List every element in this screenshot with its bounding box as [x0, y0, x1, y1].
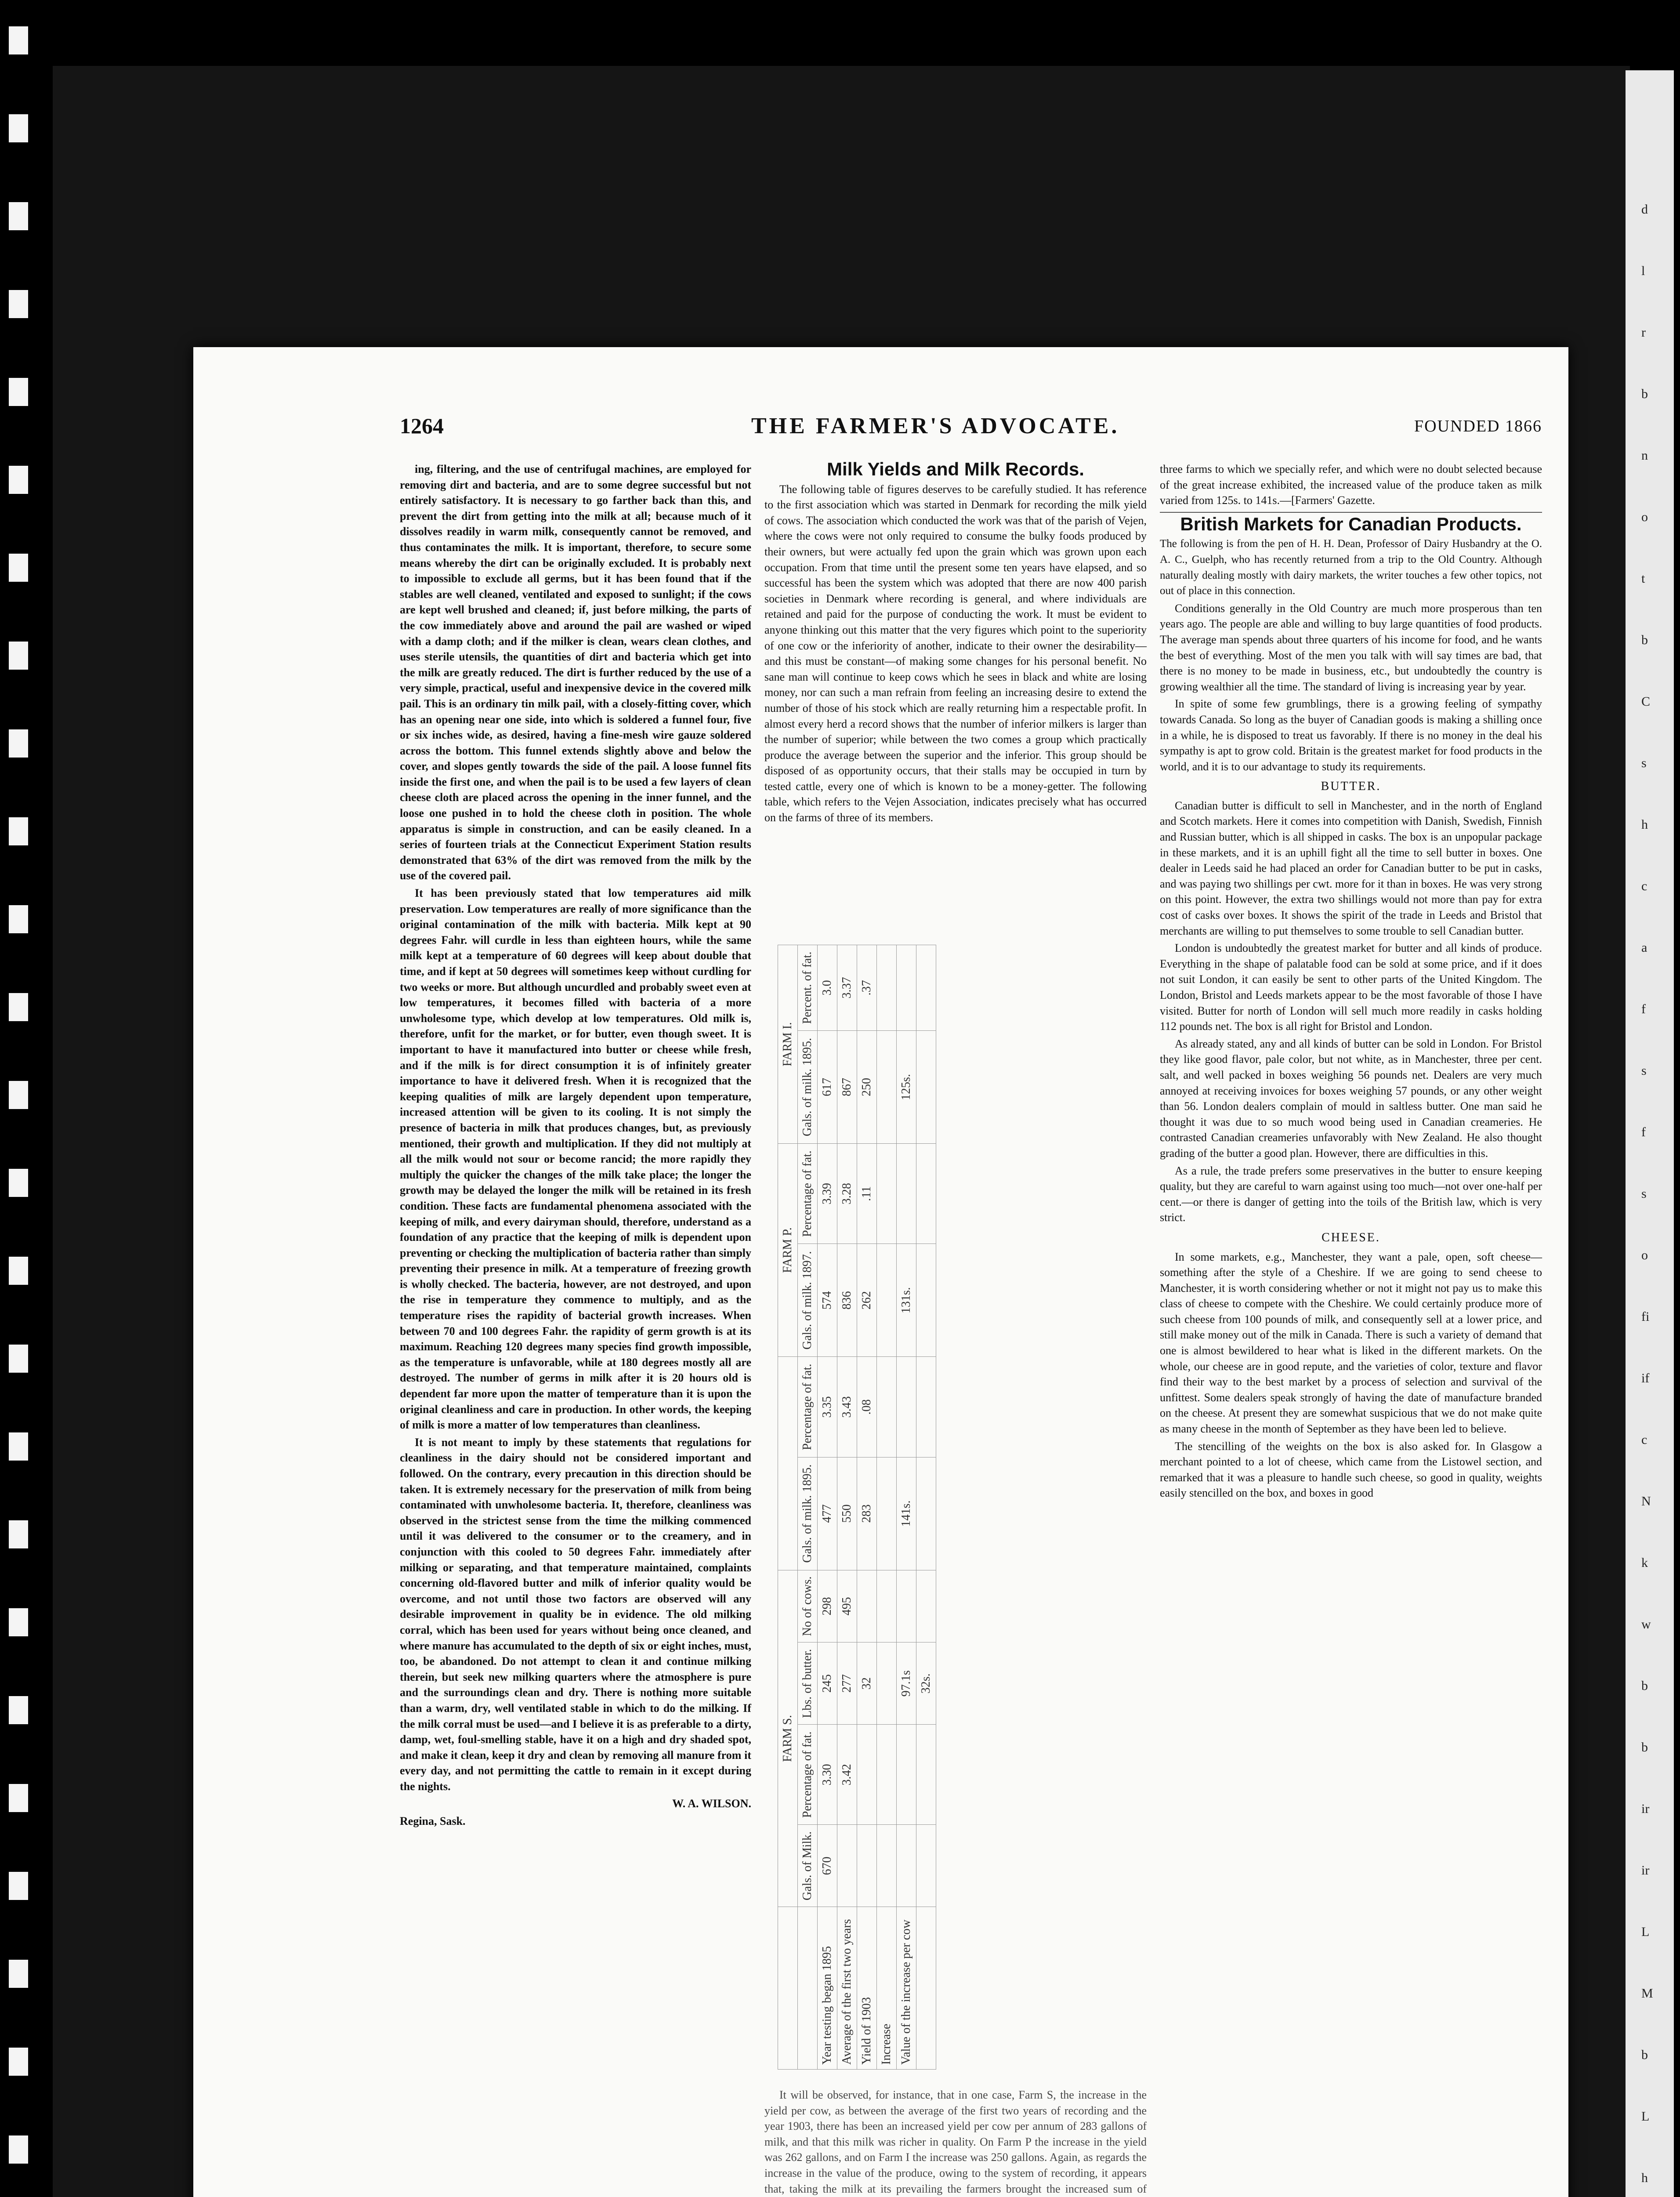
- newspaper-page: [193, 347, 1568, 2197]
- table-column-header-row: [798, 945, 818, 2070]
- edge-letter: d: [1641, 202, 1648, 217]
- table-cell: [837, 1825, 857, 1907]
- farm-header: [778, 1357, 798, 1570]
- table-cell: [877, 1570, 897, 1642]
- table-farm-header-row: [778, 945, 798, 2070]
- column-1: [400, 461, 751, 1831]
- table-cell: [897, 945, 916, 1031]
- table-cell: 3.0: [818, 945, 837, 1031]
- table-cell: 3.39: [818, 1144, 837, 1244]
- edge-letter: M: [1641, 1986, 1653, 2001]
- column-2: [764, 461, 1147, 827]
- paragraph: It is not meant to imply by these statements that regulations for cleanliness in the dairy should not be considered important and followed. On the contrary, every precaution in this direction should be taken. It is extremely necessary for the preservation of milk from being contaminated with unwholesome bacteria. It, therefore, cleanliness was observed in the strictest sense from the time the milking commenced until it was delivered to the consumer or to the creamery, and in conjunction with this cooled to 50 degrees Fahr. immediately after milking or separating, and that temperature maintained, complaints concerning old-flavored butter and milk of inferior quality would be overcome, and not until those two factors are observed will any desirable improvement in quality be in evidence. The old milking corral, which has been used for years without being once cleaned, and where manure has accumulated to the depth of six or eight inches, must, too, be abandoned. Do not attempt to clean it and continue milking therein, but seek new milking quarters where the atmosphere is pure and the surroundings clean and dry. There is nothing more suitable than a warm, dry, well ventilated stable in which to do the milking. If the milk corral must be used—and I believe it is as preferable to a dirty, damp, wet, foul-smelling stable, have it on a high and dry shaded spot, and make it clean, keep it dry and clean by removing all manure from it every day, and not permitting the cattle to remain in it except during the nights.: [400, 1436, 751, 1793]
- adjacent-page-edge: [1626, 70, 1674, 2197]
- paragraph: The stencilling of the weights on the box is also asked for. In Glasgow a merchant pointed to a lot of cheese, which came from the Listowel section, and remarked that it was a pleasure to handle such cheese, so good in quality, weights easily stencilled on the box, and boxes in good: [1160, 1439, 1542, 1500]
- table-cell: 141s.: [897, 1457, 916, 1570]
- table-cell: .11: [857, 1144, 877, 1244]
- edge-letter: w: [1641, 1617, 1651, 1631]
- table-cell: [916, 1825, 936, 1907]
- table-cell: 298: [818, 1570, 837, 1642]
- paragraph: As already stated, any and all kinds of butter can be sold in London. For Bristol they like good flavor, pale color, but not white, as in Manchester, three per cent. salt, and well packed in boxes weighing 56 pounds net. Dealers are very much annoyed at receiving invoices for boxes weighing 57 pounds, or any other weight than 56. London dealers complain of mould in saltless butter. One man said he thought it was due to so much wood being used in Canadian creameries. He contrasted Canadian creameries unfavorably with New Zealand. He also thought grading of the butter a good plan. However, there are difficulties in this.: [1160, 1037, 1542, 1160]
- edge-letter: f: [1641, 1002, 1646, 1016]
- paragraph: As a rule, the trade prefers some preservatives in the butter to ensure keeping quality, but they are careful to warn against using too much—not over one-half per cent.—or there is danger of getting into the toils of the British law, which is very strict.: [1160, 1164, 1542, 1224]
- edge-letter: b: [1641, 1679, 1648, 1693]
- table-header-cell: Percentage of fat.: [798, 1144, 818, 1244]
- table-header-cell: [778, 1907, 798, 2070]
- edge-letter: h: [1641, 817, 1648, 832]
- column-2-continued: [764, 2087, 1147, 2197]
- table-cell: .37: [857, 945, 877, 1031]
- row-label: Year testing began 1895: [818, 1907, 837, 2070]
- table-cell: 125s.: [897, 1031, 916, 1144]
- edge-letter: o: [1641, 1248, 1648, 1262]
- edge-letter: b: [1641, 2048, 1648, 2062]
- table-cell: 836: [837, 1244, 857, 1357]
- table-cell: 3.28: [837, 1144, 857, 1244]
- table-cell: 3.43: [837, 1357, 857, 1457]
- paragraph: three farms to which we specially refer, and which were no doubt selected because of the great increase exhibited, the increased value of the produce taken as milk varied from 125s. to 141s.—[Farmers' Gazette.: [1160, 463, 1542, 507]
- table-cell: 477: [818, 1457, 837, 1570]
- paragraph: It will be observed, for instance, that in one case, Farm S, the increase in the yield per cow, as between the average of the first two years of recording and the year 1903, there has been an increased yield per cow per annum of 283 gallons of milk, and that this milk was richer in quality. On Farm P the increase in the yield was 262 gallons, and on Farm I the increase was 250 gallons. Again, as regards the increase in the value of the produce, owing to the system of recording, it appears that, taking the milk at its prevailing the farmers brought the increased sum of: [764, 2088, 1147, 2195]
- table-cell: 277: [837, 1642, 857, 1725]
- table-cell: 3.35: [818, 1357, 837, 1457]
- table-cell: [857, 1570, 877, 1642]
- rotated-table-region: [764, 932, 1147, 2083]
- edge-letter: L: [1641, 1925, 1650, 1939]
- author-signoff: W. A. WILSON.: [672, 1797, 751, 1810]
- article-title: British Markets for Canadian Products.: [1180, 513, 1522, 534]
- table-header-cell: Gals. of milk. 1895.: [798, 1457, 818, 1570]
- edge-letter: fi: [1641, 1309, 1650, 1324]
- table-cell: [877, 1725, 897, 1825]
- table-cell: [897, 1144, 916, 1244]
- edge-letter: c: [1641, 879, 1647, 893]
- edge-letter: s: [1641, 1186, 1647, 1201]
- farm-header: FARM P.: [778, 1144, 798, 1357]
- divider: [1160, 512, 1542, 513]
- edge-letter: ir: [1641, 1863, 1650, 1878]
- edge-letter: s: [1641, 1063, 1647, 1078]
- table-header-cell: Percentage of fat.: [798, 1725, 818, 1825]
- edge-letter: ir: [1641, 1802, 1650, 1816]
- edge-letter: n: [1641, 448, 1648, 463]
- farm-header: FARM I.: [778, 945, 798, 1144]
- sprocket-holes-left: [9, 0, 35, 2197]
- edge-letter: c: [1641, 1432, 1647, 1447]
- paragraph: In some markets, e.g., Manchester, they want a pale, open, soft cheese—something after the style of a Cheshire. If we are going to send cheese to Manchester, it is worth considering whether or not it might not pay us to make this class of cheese to compete with the Cheshire. We could certainly produce more of such cheese from 100 pounds of milk, and consequently sell at a lower price, and still make money out of the milk in Canada. There is such a variety of demand that one is almost bewildered to hear what is liked in the different markets. On the whole, our cheese are in good repute, and the varieties of color, texture and flavor find their way to the best market by a process of selection and survival of the unfittest. Some dealers speak strongly of having the date of manufacture branded on the cheese. At present they are somewhat suspicious that we do not make quite as many cheese in the month of September as they have been led to believe.: [1160, 1250, 1542, 1436]
- edge-letter: N: [1641, 1494, 1651, 1508]
- table-cell: [916, 1244, 936, 1357]
- row-label: Yield of 1903: [857, 1907, 877, 2070]
- edge-letter: k: [1641, 1555, 1648, 1570]
- table-header-cell: No of cows.: [798, 1570, 818, 1642]
- table-row: [818, 945, 837, 2070]
- table-header-cell: Gals. of milk. 1895.: [798, 1031, 818, 1144]
- section-heading-cheese: CHEESE.: [1322, 1230, 1380, 1244]
- table-cell: 3.42: [837, 1725, 857, 1825]
- table-row: [877, 945, 897, 2070]
- paragraph: Canadian butter is difficult to sell in Manchester, and in the north of England and Scotch markets. Here it comes into competition with Danish, Swedish, Finnish and Russian butter, which is all shipped in casks. The box is an unpopular package in these markets, and it is an uphill fight all the time to sell butter in boxes. One dealer in Leeds said he had placed an order for Canadian butter to be put in casks, and was paying two shillings per cwt. more for it than in boxes. He was very strong on this point. However, the extra two shillings would not more than pay for extra cost of casks over boxes. It shows the spirit of the trade in Leeds and Bristol that merchants are willing to put themselves to some trouble to sell Canadian butter.: [1160, 799, 1542, 937]
- table-cell: [897, 1725, 916, 1825]
- table-cell: 574: [818, 1244, 837, 1357]
- table-cell: 670: [818, 1825, 837, 1907]
- paragraph: It has been previously stated that low temperatures aid milk preservation. Low temperatures are really of more significance than the original contamination of the milk with bacteria. Milk kept at 90 degrees Fahr. will curdle in less than eighteen hours, while the same milk kept at a temperature of 60 degrees will keep about double that time, and if kept at 50 degrees will sometimes keep without curdling for two weeks or more. But although uncurdled and probably sweet even at low temperatures, it becomes filled with bacteria of a more unwholesome type, which develop at low temperatures. Old milk is, therefore, unfit for the market, or for butter, even though sweet. It is important to have it manufactured into butter or cheese while fresh, and if the milk is for direct consumption it is of infinitely greater importance to have it delivered fresh. When it is recognized that the keeping qualities of milk are largely dependent upon temperature, increased attention will be given to its cooling. It is not simply the presence of bacteria in milk that produces changes, but, as previously mentioned, their growth and multiplication. If they did not multiply at all the milk would not sour or become rancid; the more rapidly they multiply the quicker the changes of the milk take place; the longer the growth may be delayed the longer the milk will be retained in its fresh condition. These facts are fundamental phenomena associated with the keeping of milk, and every dairyman should, therefore, understand as a foundation of any practice that the keeping of milk is dependent upon preventing or checking the multiplication of bacteria rather than simply preventing their presence in milk. At a temperature of freezing growth is wholly checked. The bacteria, however, are not destroyed, and upon the rise in temperature they commence to multiply, and as the temperature rises the rapidity of bacterial growth increases. When between 70 and 100 degrees Fahr. the rapidity of germ growth is at its maximum. Reaching 120 degrees many species find growth impossible, as the temperature is unfavorable, while at 180 degrees mostly all are destroyed. The number of germs in milk after it is 20 hours old is dependent far more upon the matter of temperature than it is upon the original cleanliness and care in production. In other words, the keeping of milk is more a matter of low temperatures than cleanliness.: [400, 887, 751, 1432]
- table-cell: 617: [818, 1031, 837, 1144]
- table-cell: 250: [857, 1031, 877, 1144]
- table-cell: [916, 1570, 936, 1642]
- table-cell: [916, 1725, 936, 1825]
- edge-letter: b: [1641, 633, 1648, 647]
- paragraph: ing, filtering, and the use of centrifugal machines, are employed for removing dirt and bacteria, and are to some degree successful but not entirely satisfactory. It is necessary to go farther back than this, and prevent the dirt from getting into the milk at all; because much of it dissolves readily in warm milk, consequently cannot be removed, and thus contaminates the milk. It is important, therefore, to secure some means whereby the dirt can be originally excluded. It is probably next to impossible to exclude all germs, but it has been found that if the stables are well cleaned, ventilated and exposed to sunlight; if the cows are kept well brushed and cleaned; if, just before milking, the parts of the cow immediately above and around the pail are washed or wiped with a damp cloth; and if the milker is clean, wears clean clothes, and uses sterile utensils, the quantities of dirt and bacteria which get into the milk are greatly reduced. The dirt is further reduced by the use of a very simple, practical, useful and inexpensive device in the covered milk pail. This is an ordinary tin milk pail, with a closely-fitting cover, which has an opening near one side, into which is soldered a funnel four, five or six inches wide, as desired, having a fine-mesh wire gauze soldered across the bottom. This funnel extends slightly above and below the cover, and slopes gently towards the side of the pail. A loose funnel fits inside the first one, and when the pail is to be used a few layers of clean cheese cloth are placed across the opening in the inner funnel, and the loose one pushed in to hold the cheese cloth in position. The whole apparatus is simple in construction, and can be easily cleaned. In a series of fourteen trials at the Connecticut Experiment Station results demonstrated that 63% of the dirt was removed from the milk by the use of the covered pail.: [400, 463, 751, 882]
- paragraph: The following table of figures deserves to be carefully studied. It has reference to the first association which was started in Denmark for recording the milk yield of cows. The association which conducted the work was that of the parish of Vejen, where the cows were not only required to consume the bulky foods produced by their owners, but were actually fed upon the grain which was grown upon each occupation. From that time until the present some ten years have elapsed, and so successful has been the system which was adopted that there are now 400 parish societies in Denmark where recording is general, and where individuals are retained and paid for the purpose of conducting the work. It must be evident to anyone thinking out this matter that the very figures which point to the superiority of one cow or the inferiority of another, indicate to their owner the desirability—and this must be constant—of making some changes for his personal benefit. No sane man will continue to keep cows which he sees in black and white are losing money, nor can such a man refrain from feeling an increasing desire to extend the number of those of his stock which are really returning him a respectable profit. In almost every herd a record shows that the number of inferior milkers is larger than the number of superior; while between the two comes a group which practically produce the average between the superior and the inferior. This group should be disposed of as opportunity occurs, that their stalls may be occupied in turn by tested cattle, every one of which is known to be a money-getter. The following table, which refers to the Vejen Association, indicates precisely what has occurred on the farms of three of its members.: [764, 482, 1147, 824]
- edge-letter: l: [1641, 264, 1645, 278]
- row-label: Average of the first two years: [837, 1907, 857, 2070]
- table-cell: 867: [837, 1031, 857, 1144]
- article-title: Milk Yields and Milk Records.: [827, 459, 1084, 479]
- table-cell: 283: [857, 1457, 877, 1570]
- table-header-cell: Lbs. of butter.: [798, 1642, 818, 1725]
- row-label: Increase: [877, 1907, 897, 2070]
- table-cell: [916, 1031, 936, 1144]
- table-cell: .08: [857, 1357, 877, 1457]
- table-cell: [916, 1144, 936, 1244]
- table-cell: [877, 1357, 897, 1457]
- table-cell: 3.30: [818, 1725, 837, 1825]
- edge-letter: b: [1641, 1740, 1648, 1755]
- paragraph: Conditions generally in the Old Country are much more prosperous than ten years ago. The people are able and willing to buy large quantities of food products. The average man spends about three quarters of his income for food, and he wants the best of everything. Most of the men you talk with will say times are bad, that there is no money to be made in business, etc., but undoubtedly the country is growing wealthier all the time. The standard of living is increasing year by year.: [1160, 602, 1542, 693]
- editor-note: The following is from the pen of H. H. Dean, Professor of Dairy Husbandry at the O. A. C., Guelph, who has recently returned from a trip to the Old Country. Although naturally dealing mostly with dairy markets, the writer touches a few other topics, not out of place in this connection.: [1160, 538, 1542, 597]
- table-cell: [897, 1357, 916, 1457]
- edge-letter: if: [1641, 1371, 1650, 1385]
- edge-letter: b: [1641, 387, 1648, 401]
- table-cell: [877, 1457, 897, 1570]
- table-cell: 495: [837, 1570, 857, 1642]
- author-place: Regina, Sask.: [400, 1815, 466, 1828]
- edge-letter: h: [1641, 2171, 1648, 2185]
- paragraph: In spite of some few grumblings, there is a growing feeling of sympathy towards Canada. So long as the buyer of Canadian goods is making a shilling once in a while, he is disposed to treat us favorably. If there is no money in the deal his sympathy is apt to grow cold. Britain is the greatest market for food products in the world, and it is to our advantage to study its requirements.: [1160, 697, 1542, 773]
- table-cell: 32: [857, 1642, 877, 1725]
- table-header-cell: Gals. of milk. 1897.: [798, 1244, 818, 1357]
- table-header-cell: Percentage of fat.: [798, 1357, 818, 1457]
- table-cell: [877, 1031, 897, 1144]
- table-row: [857, 945, 877, 2070]
- film-border-left: [0, 0, 53, 2197]
- table-cell: [877, 1825, 897, 1907]
- page-header: [400, 413, 1542, 444]
- milk-records-table: [778, 945, 936, 2070]
- table-header-cell: Percent. of fat.: [798, 945, 818, 1031]
- table-cell: [897, 1825, 916, 1907]
- edge-letter: a: [1641, 940, 1647, 955]
- edge-letter: C: [1641, 694, 1651, 709]
- table-row: [897, 945, 916, 2070]
- column-3: [1160, 461, 1542, 1503]
- masthead: THE FARMER'S ADVOCATE.: [751, 413, 1120, 439]
- edge-letter: s: [1641, 756, 1647, 770]
- table-cell: [916, 1457, 936, 1570]
- table-cell: [916, 1357, 936, 1457]
- edge-letter: o: [1641, 510, 1648, 524]
- table-cell: [897, 1570, 916, 1642]
- table-cell: 262: [857, 1244, 877, 1357]
- table-cell: [877, 1642, 897, 1725]
- page-number: 1264: [400, 413, 444, 438]
- edge-letter: t: [1641, 571, 1645, 586]
- milk-records-table-rotated: [764, 932, 1147, 2083]
- table-cell: [877, 1244, 897, 1357]
- table-cell: 3.37: [837, 945, 857, 1031]
- edge-letter: r: [1641, 325, 1646, 340]
- table-cell: 131s.: [897, 1244, 916, 1357]
- table-cell: 97.1s: [897, 1642, 916, 1725]
- row-label: [916, 1907, 936, 2070]
- table-cell: [877, 945, 897, 1031]
- edge-letter: L: [1641, 2109, 1650, 2124]
- farm-header: FARM S.: [778, 1570, 798, 1907]
- table-cell: [877, 1144, 897, 1244]
- table-body: [818, 945, 936, 2070]
- table-row: [916, 945, 936, 2070]
- edge-letter: f: [1641, 1125, 1646, 1139]
- founded-line: FOUNDED 1866: [1414, 417, 1542, 435]
- section-heading-butter: BUTTER.: [1321, 779, 1381, 794]
- table-cell: 32s.: [916, 1642, 936, 1725]
- table-cell: [916, 945, 936, 1031]
- table-cell: [857, 1725, 877, 1825]
- table-cell: [857, 1825, 877, 1907]
- paragraph: London is undoubtedly the greatest market for butter and all kinds of produce. Everything in the shape of palatable food can be sold at some price, and if it does not suit London, it can easily be sent to other parts of the United Kingdom. The London, Bristol and Leeds markets appear to be the most favorable of those I have visited. Butter for north of London will sell much more readily in casks holding 112 pounds net. The box is all right for Bristol and London.: [1160, 942, 1542, 1033]
- table-cell: 245: [818, 1642, 837, 1725]
- table-cell: 550: [837, 1457, 857, 1570]
- table-header-cell: Gals. of Milk.: [798, 1825, 818, 1907]
- table-row: [837, 945, 857, 2070]
- row-label: Value of the increase per cow: [897, 1907, 916, 2070]
- table-header-cell: [798, 1907, 818, 2070]
